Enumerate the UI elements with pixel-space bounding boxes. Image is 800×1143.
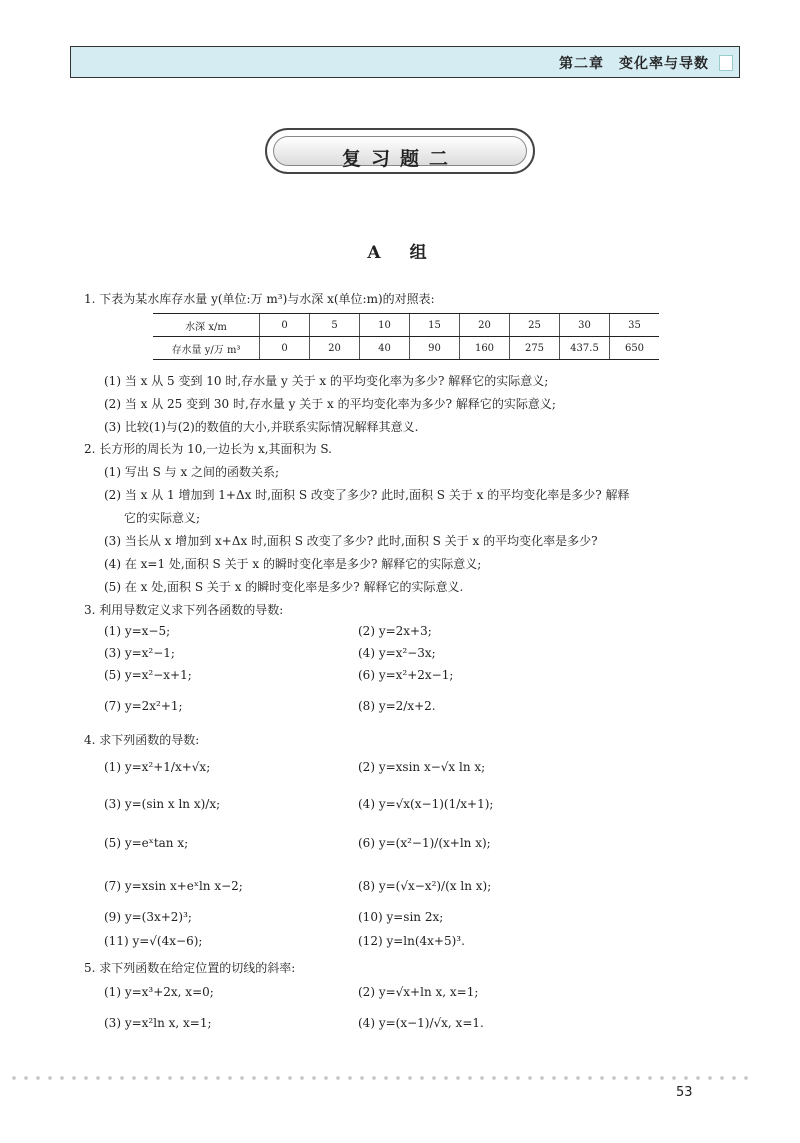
question-5: 5. 求下列函数在给定位置的切线的斜率: <box>84 961 296 975</box>
water-table <box>153 313 659 360</box>
table-cell: 35 <box>610 314 660 337</box>
q5-item-1: (1) y=x³+2x, x=0; <box>104 985 214 999</box>
q5-item-2: (2) y=√x+ln x, x=1; <box>358 985 479 999</box>
q4-item-1: (1) y=x²+1/x+√x; <box>104 760 211 774</box>
table-cell: 存水量 y/万 m³ <box>153 337 260 360</box>
table-cell: 20 <box>310 337 360 360</box>
table-cell: 15 <box>410 314 460 337</box>
q2-sub-4: (4) 在 x=1 处,面积 S 关于 x 的瞬时变化率是多少? 解释它的实际意义; <box>104 557 482 571</box>
question-2: 2. 长方形的周长为 10,一边长为 x,其面积为 S. <box>84 442 332 456</box>
group-title: A 组 <box>367 243 433 263</box>
q1-sub-2: (2) 当 x 从 25 变到 30 时,存水量 y 关于 x 的平均变化率为多少? 解释它的实际意义; <box>104 397 556 411</box>
table-cell: 水深 x/m <box>153 314 260 337</box>
table-cell: 650 <box>610 337 660 360</box>
review-title-frame <box>265 128 535 174</box>
q4-item-6: (6) y=(x²−1)/(x+ln x); <box>358 836 491 850</box>
question-3: 3. 利用导数定义求下列各函数的导数: <box>84 603 284 617</box>
table-cell: 437.5 <box>560 337 610 360</box>
question-4: 4. 求下列函数的导数: <box>84 733 200 747</box>
q4-item-11: (11) y=√(4x−6); <box>104 934 203 948</box>
q2-sub-1: (1) 写出 S 与 x 之间的函数关系; <box>104 465 280 479</box>
header-square-icon <box>719 55 733 71</box>
chapter-header-bar <box>70 46 740 78</box>
q4-item-10: (10) y=sin 2x; <box>358 910 444 924</box>
table-cell: 30 <box>560 314 610 337</box>
q2-sub-2-cont: 它的实际意义; <box>124 511 201 525</box>
q3-item-6: (6) y=x²+2x−1; <box>358 668 454 682</box>
q4-item-7: (7) y=xsin x+eˣln x−2; <box>104 879 243 893</box>
q3-item-5: (5) y=x²−x+1; <box>104 668 192 682</box>
q2-sub-3: (3) 当长从 x 增加到 x+Δx 时,面积 S 改变了多少? 此时,面积 S 关于 x 的平均变化率是多少? <box>104 534 598 548</box>
table-cell: 10 <box>360 314 410 337</box>
q4-item-12: (12) y=ln(4x+5)³. <box>358 934 465 948</box>
table-cell: 0 <box>260 337 310 360</box>
q3-item-2: (2) y=2x+3; <box>358 624 432 638</box>
question-1: 1. 下表为某水库存水量 y(单位:万 m³)与水深 x(单位:m)的对照表: <box>84 292 435 306</box>
q4-item-8: (8) y=(√x−x²)/(x ln x); <box>358 879 492 893</box>
q2-sub-5: (5) 在 x 处,面积 S 关于 x 的瞬时变化率是多少? 解释它的实际意义. <box>104 580 464 594</box>
table-cell: 20 <box>460 314 510 337</box>
q4-item-9: (9) y=(3x+2)³; <box>104 910 192 924</box>
q1-sub-1: (1) 当 x 从 5 变到 10 时,存水量 y 关于 x 的平均变化率为多少? 解释它的实际意义; <box>104 374 549 388</box>
q3-item-3: (3) y=x²−1; <box>104 646 175 660</box>
table-cell: 275 <box>510 337 560 360</box>
q3-item-4: (4) y=x²−3x; <box>358 646 436 660</box>
table-cell: 90 <box>410 337 460 360</box>
q1-sub-3: (3) 比较(1)与(2)的数值的大小,并联系实际情况解释其意义. <box>104 420 419 434</box>
table-cell: 25 <box>510 314 560 337</box>
q4-item-2: (2) y=xsin x−√x ln x; <box>358 760 486 774</box>
q5-item-4: (4) y=(x−1)/√x, x=1. <box>358 1016 484 1030</box>
q3-item-7: (7) y=2x²+1; <box>104 699 183 713</box>
table-row <box>153 314 659 337</box>
q4-item-5: (5) y=eˣtan x; <box>104 836 189 850</box>
table-cell: 160 <box>460 337 510 360</box>
table-cell: 0 <box>260 314 310 337</box>
review-title: 复习题二 <box>341 148 458 170</box>
footer-dotted-line <box>8 1076 748 1080</box>
table-cell: 40 <box>360 337 410 360</box>
q5-item-3: (3) y=x²ln x, x=1; <box>104 1016 212 1030</box>
table-row <box>153 337 659 360</box>
q2-sub-2: (2) 当 x 从 1 增加到 1+Δx 时,面积 S 改变了多少? 此时,面积 S 关于 x 的平均变化率是多少? 解释 <box>104 488 630 502</box>
table-cell: 5 <box>310 314 360 337</box>
page-number: 53 <box>676 1085 693 1100</box>
q4-item-3: (3) y=(sin x ln x)/x; <box>104 797 221 811</box>
q3-item-1: (1) y=x−5; <box>104 624 171 638</box>
chapter-title: 第二章 变化率与导数 <box>559 56 709 72</box>
q3-item-8: (8) y=2/x+2. <box>358 699 436 713</box>
q4-item-4: (4) y=√x(x−1)(1/x+1); <box>358 797 494 811</box>
